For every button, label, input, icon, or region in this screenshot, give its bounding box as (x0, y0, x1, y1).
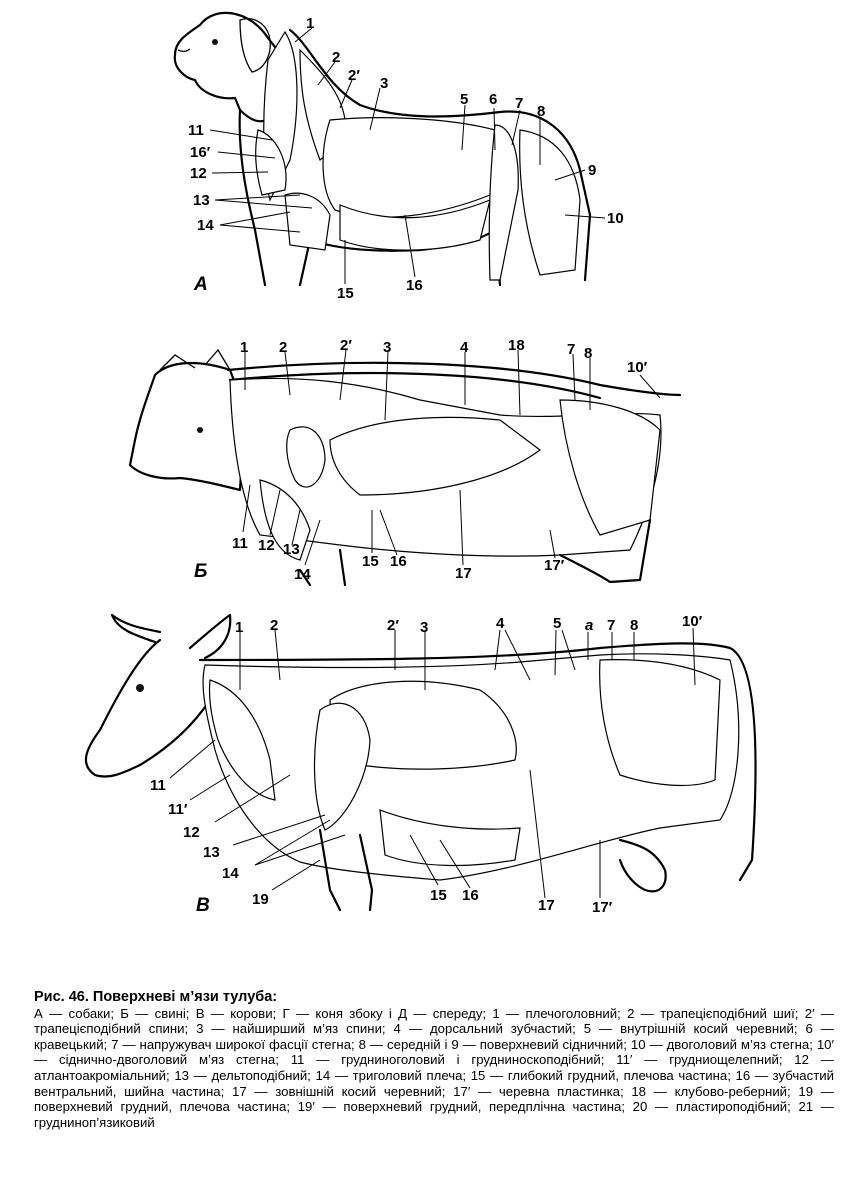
label-7: 7 (567, 341, 576, 358)
figure-cow (0, 600, 860, 920)
figure-dog (0, 0, 860, 300)
label-15: 15 (362, 553, 379, 570)
label-2: 2 (279, 339, 288, 356)
label-2: 2 (332, 49, 341, 66)
label-18: 18 (508, 337, 525, 354)
label-13: 13 (193, 192, 210, 209)
label-17: 17 (455, 565, 472, 582)
label-11: 11 (150, 777, 166, 794)
label-3: 3 (380, 75, 389, 92)
label-12: 12 (258, 537, 275, 554)
label-7: 7 (607, 617, 616, 634)
label-16: 16 (406, 277, 423, 294)
label-11: 11 (232, 535, 248, 552)
label-4: 4 (460, 339, 469, 356)
label-16: 16 (462, 887, 479, 904)
panel-label-v: В (196, 895, 210, 916)
label-12: 12 (183, 824, 200, 841)
label-14: 14 (294, 566, 311, 583)
caption-title: Рис. 46. Поверхневі м’язи тулуба: (34, 989, 278, 1005)
label-2-prime: 2′ (387, 617, 399, 634)
figure-pig (0, 320, 860, 590)
dog-illustration (0, 0, 860, 300)
label-17-prime: 17′ (544, 557, 565, 574)
label-15: 15 (337, 285, 354, 300)
label-3: 3 (383, 339, 392, 356)
label-19: 19 (252, 891, 269, 908)
label-1: 1 (240, 339, 249, 356)
panel-label-a: А (194, 274, 208, 295)
label-14: 14 (222, 865, 239, 882)
label-6: 6 (489, 91, 498, 108)
label-2-prime: 2′ (340, 337, 352, 354)
caption-text: А — собаки; Б — свині; В — корови; Г — коня збоку і Д — спереду; 1 — плечоголовний; 2 — трапецієподібний шиї; 2′ — трапецієподібний спини; 3 — найширший м’яз спини; 4 — дорсальний зубчастий; 5 — внутрішній косий черевний; 6 — кравецький; 7 — напружувач широкої фасції стегна; 8 — середній і 9 — поверхневий сідничний; 10 — двоголовий м’яз стегна; 10′ — сіднично-двоголовий м’яз стегна; 11 — грудниноголовий і грудниноскоподібний; 11′ — грудниощелепний; 12 — атлантоакроміальний; 13 — дельтоподібний; 14 — триголовий плеча; 15 — глибокий грудний, плечова частина; 16 — зубчастий вентральний, шийна частина; 17 — зовнішній косий черевний; 17′ — черевна пластинка; 18 — клубово-реберний; 19 — поверхневий грудний, плечова частина; 19′ — поверхневий грудний, передплічна частина; 20 — пластироподібний; 21 — грудниноп’язиковий (34, 1005, 834, 1130)
label-4: 4 (496, 615, 505, 632)
label-8: 8 (630, 617, 639, 634)
label-10-prime: 10′ (627, 359, 648, 376)
pig-illustration (0, 320, 860, 590)
label-16: 16 (390, 553, 407, 570)
label-13: 13 (283, 541, 300, 558)
label-11-prime: 11′ (168, 801, 188, 818)
label-2: 2 (270, 617, 279, 634)
label-11: 11 (188, 122, 204, 139)
label-16-prime: 16′ (190, 144, 211, 161)
label-17: 17 (538, 897, 555, 914)
label-5: 5 (553, 615, 562, 632)
label-7: 7 (515, 95, 524, 112)
label-13: 13 (203, 844, 220, 861)
label-9: 9 (588, 162, 597, 179)
label-3: 3 (420, 619, 429, 636)
label-2-prime: 2′ (348, 67, 360, 84)
figure-caption (34, 990, 834, 1130)
label-a: a (585, 617, 594, 634)
label-1: 1 (235, 619, 244, 636)
label-12: 12 (190, 165, 207, 182)
label-1: 1 (306, 15, 315, 32)
label-8: 8 (584, 345, 593, 362)
label-5: 5 (460, 91, 469, 108)
cow-illustration (0, 600, 860, 920)
label-15: 15 (430, 887, 447, 904)
label-8: 8 (537, 103, 546, 120)
label-17-prime: 17′ (592, 899, 613, 916)
label-10: 10 (607, 210, 624, 227)
label-10-prime: 10′ (682, 613, 703, 630)
label-14: 14 (197, 217, 214, 234)
panel-label-b: Б (194, 561, 208, 582)
